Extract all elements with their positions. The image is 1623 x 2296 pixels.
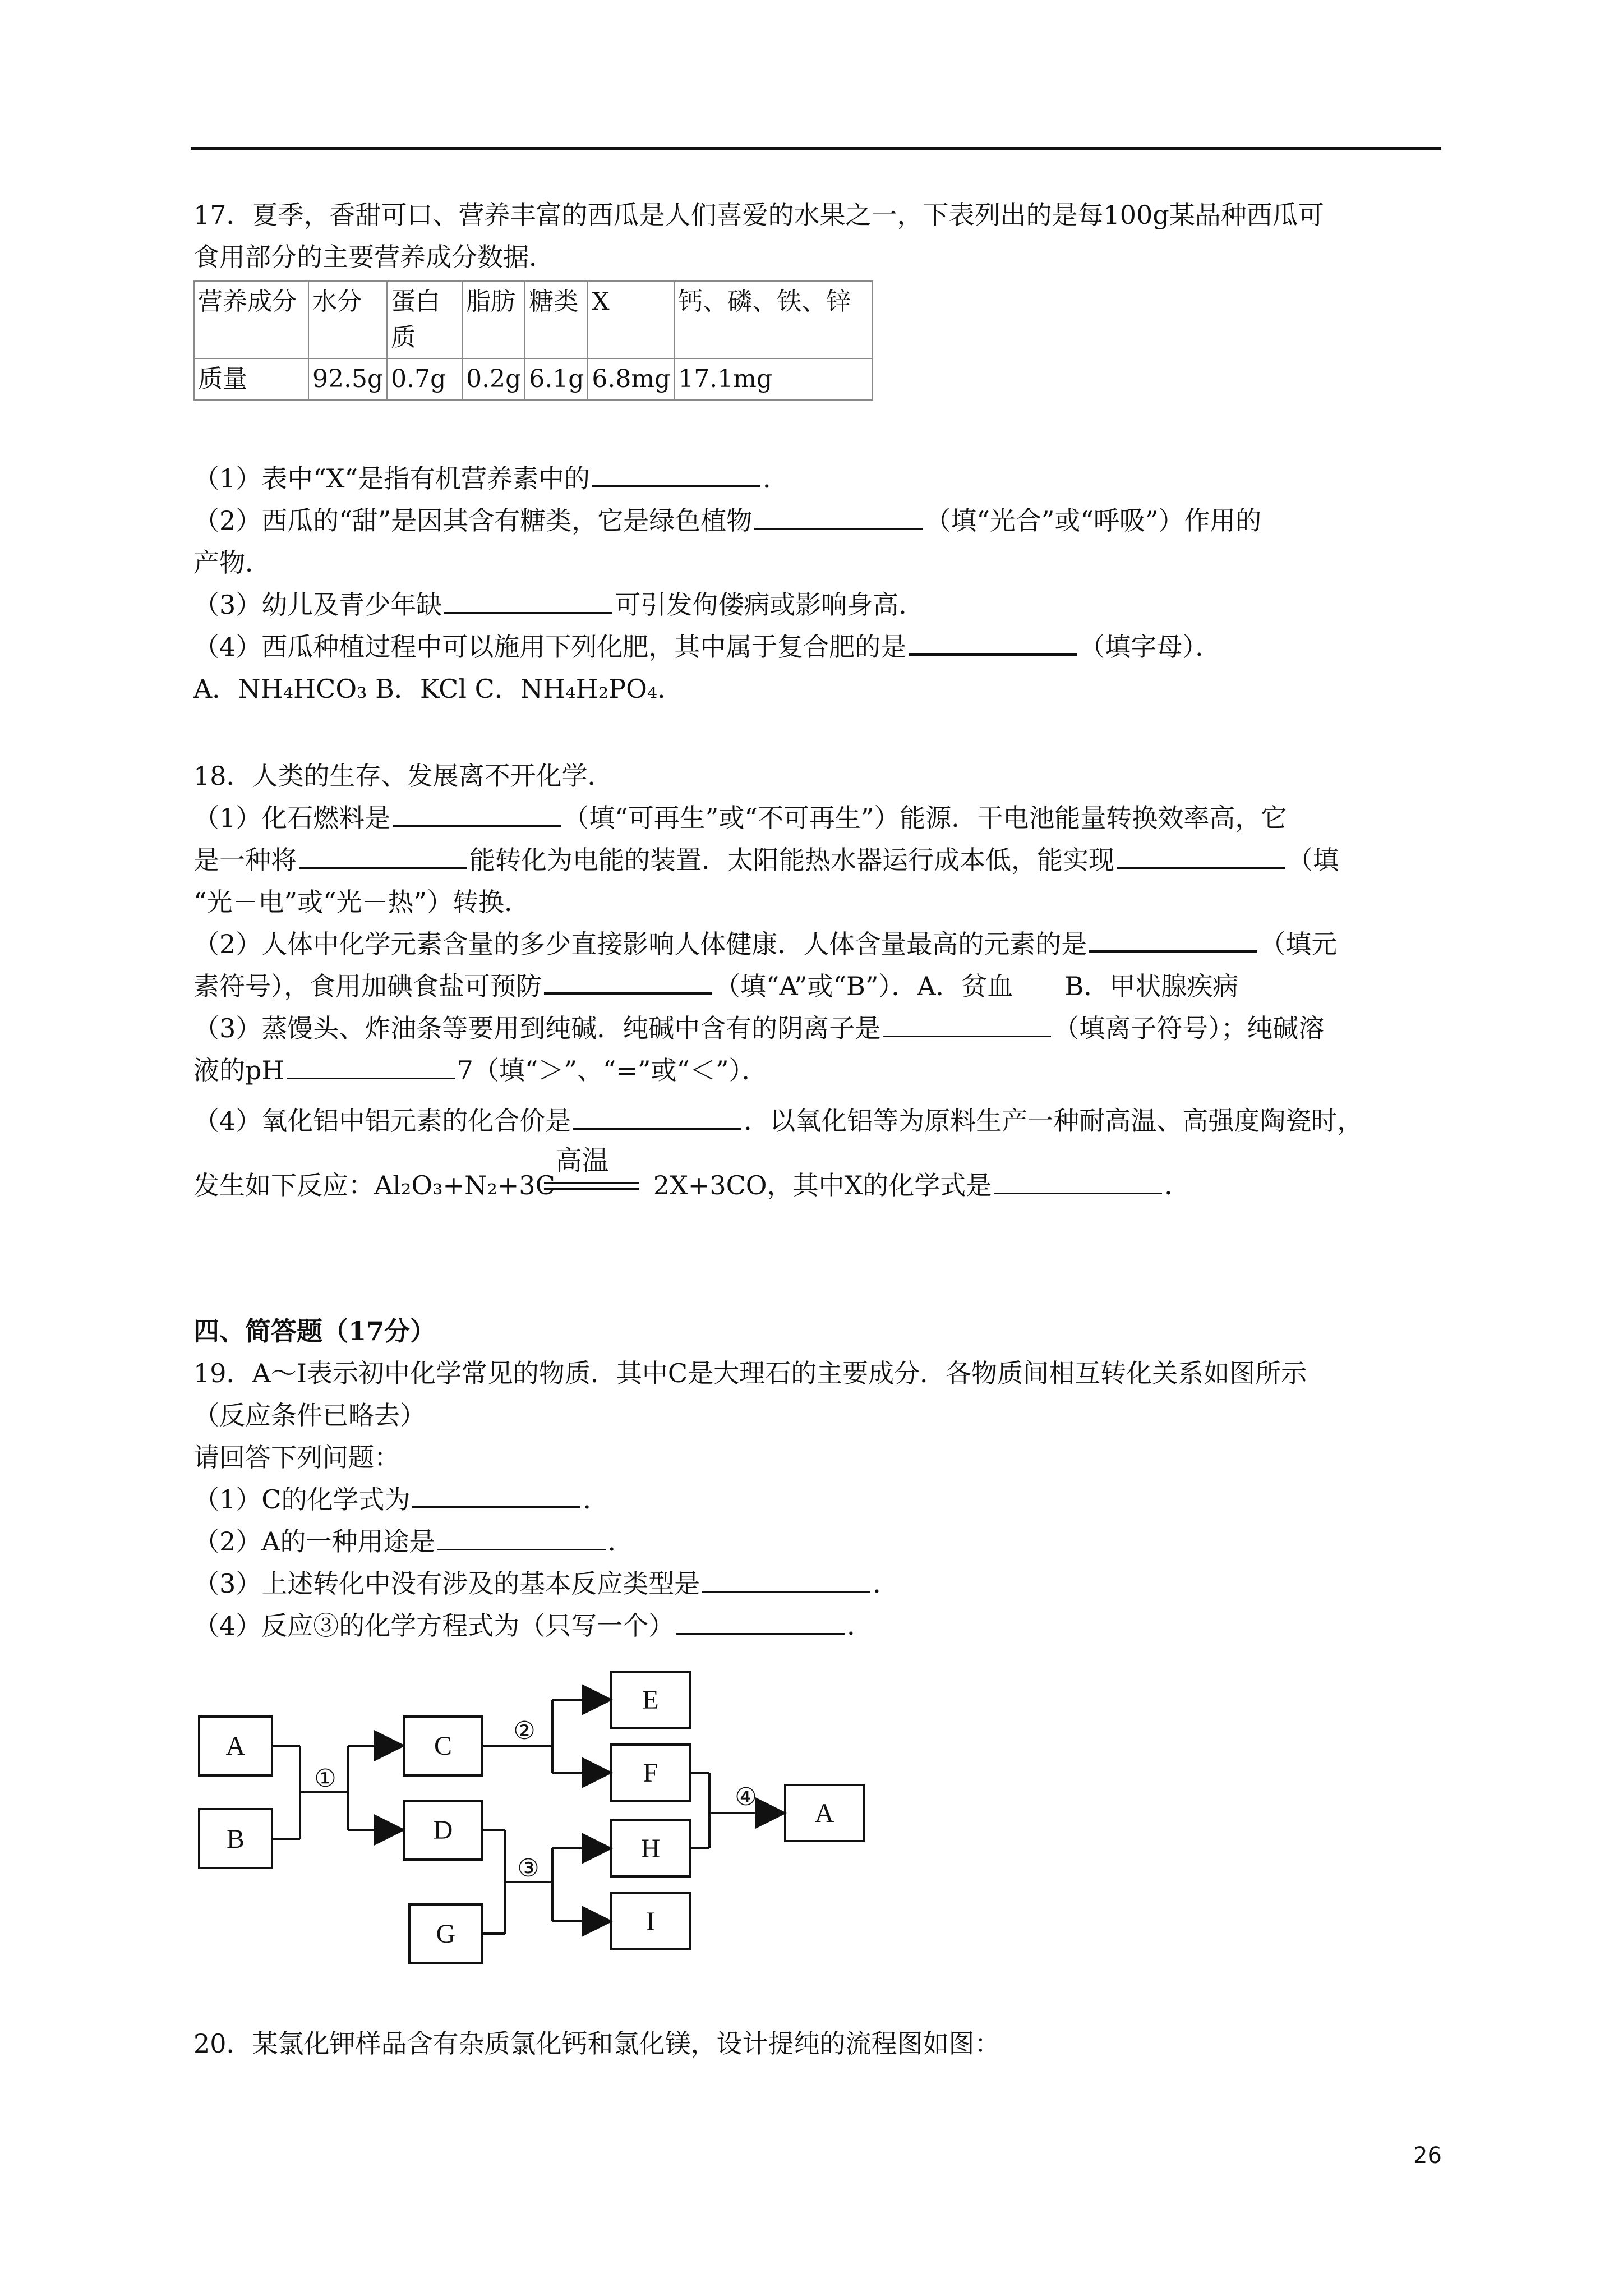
answer-blank[interactable] [437,1524,606,1550]
step-3-label: ③ [517,1855,540,1882]
question-text: （1）表中“X“是指有机营养素中的 [193,463,591,494]
table-cell: 营养成分 [194,281,308,358]
label-a-result: A [814,1798,834,1828]
answer-blank[interactable] [393,800,561,827]
answer-blank[interactable] [412,1481,580,1508]
q17-options: A．NH₄HCO₃ B．KCl C．NH₄H₂PO₄． [193,674,684,704]
question-text: （3）幼儿及青少年缺 [193,590,442,620]
table-cell: 17.1mg [674,358,873,400]
answer-blank[interactable] [994,1168,1162,1194]
q17-intro-line2: 食用部分的主要营养成分数据． [193,242,555,272]
q19-line3: 请回答下列问题： [193,1442,400,1473]
question-text: 2X+3CO，其中X的化学式是 [653,1170,992,1200]
label-b: B [226,1824,245,1854]
answer-blank[interactable] [1117,843,1285,869]
q19-part3 [193,1562,1444,1605]
label-d: D [433,1815,453,1845]
question-text: （4）反应③的化学方程式为（只写一个） [193,1611,675,1641]
question-text: （1）化石燃料是 [193,803,391,833]
question-text: （4）西瓜种植过程中可以施用下列化肥，其中属于复合肥的是 [193,632,907,662]
table-cell: 蛋白质 [387,281,462,358]
q18-part1 [193,797,1444,839]
question-text: （3）蒸馒头、炸油条等要用到纯碱．纯碱中含有的阴离子是 [193,1013,881,1043]
answer-blank[interactable] [592,460,760,487]
q20-line: 20．某氯化钾样品含有杂质氯化钙和氯化镁，设计提纯的流程图如图： [193,2028,1000,2059]
q19-part1 [193,1478,1444,1521]
table-row [194,358,873,400]
question-text: （填 [1287,845,1339,875]
answer-blank[interactable] [573,1103,741,1130]
table-cell: 0.2g [462,358,525,400]
q17-part2-cont: 产物． [193,547,271,578]
label-i: I [646,1907,655,1936]
q18-part4-equation [193,1164,1444,1207]
question-text: （1）C的化学式为 [193,1484,411,1515]
label-c: C [434,1731,453,1761]
page-number: 26 [1413,2143,1442,2169]
q17-part1 [193,457,1444,500]
step-4-label: ④ [735,1783,757,1811]
period: ． [607,1526,634,1557]
section-heading: 四、简答题（17分） [193,1316,436,1346]
q19-part4 [193,1604,1444,1647]
period: ． [763,463,789,494]
table-cell: 92.5g [308,358,387,400]
q19-line2: （反应条件已略去） [193,1400,426,1430]
question-text: （填“可再生”或“不可再生”）能源．干电池能量转换效率高，它 [563,803,1287,833]
q18-part3 [193,1007,1444,1050]
table-cell: 6.8mg [588,358,674,400]
table-row [194,281,873,358]
q18-part2 [193,923,1444,965]
q19-line1: 19．A～I表示初中化学常见的物质．其中C是大理石的主要成分．各物质间相互转化关系如图所示 [193,1358,1307,1388]
q17-intro-line1: 17．夏季，香甜可口、营养丰富的西瓜是人们喜爱的水果之一，下表列出的是每100g某品种西瓜可 [193,200,1324,230]
question-text: （2）人体中化学元素含量的多少直接影响人体健康．人体含量最高的元素的是 [193,929,1087,959]
table-cell: 水分 [308,281,387,358]
label-f: F [643,1758,658,1788]
q17-part2 [193,499,1444,542]
answer-blank[interactable] [1089,926,1257,953]
answer-blank[interactable] [299,843,467,869]
q18-part1-cont2: “光－电”或“光－热”）转换． [193,887,531,917]
table-cell: 糖类 [525,281,588,358]
answer-blank[interactable] [444,587,612,614]
table-cell: 0.7g [387,358,462,400]
question-text: （2）A的一种用途是 [193,1526,435,1557]
header-rule [191,147,1441,150]
q18-part1-cont [193,839,1444,881]
question-text: 是一种将 [193,845,297,875]
table-cell: 6.1g [525,358,588,400]
answer-blank[interactable] [883,1011,1051,1037]
step-1-label: ① [314,1765,336,1792]
answer-blank[interactable] [676,1608,845,1635]
question-text: 发生如下反应：Al₂O₃+N₂+3C [193,1170,555,1200]
question-text: 7（填“＞”、“=”或“＜”）． [457,1055,768,1085]
label-h: H [640,1834,661,1864]
question-text: 可引发佝偻病或影响身高． [615,590,925,620]
reaction-flow-diagram [193,1660,883,1980]
q18-part4 [193,1099,1444,1142]
q19-part2 [193,1520,1444,1563]
q17-part4 [193,625,1444,668]
period: ． [583,1484,609,1515]
reaction-condition-label: 高温 [555,1145,610,1176]
question-text: （填字母）． [1079,632,1221,662]
question-text: （填离子符号）；纯碱溶 [1053,1013,1325,1043]
table-cell: 钙、磷、铁、锌 [674,281,873,358]
question-text: 素符号），食用加碘食盐可预防 [193,971,542,1001]
step-2-label: ② [513,1717,536,1745]
question-text: （填元 [1260,929,1338,959]
period: ． [1164,1170,1191,1200]
question-text: （填“光合”或“呼吸”）作用的 [925,505,1262,536]
table-cell: 质量 [194,358,308,400]
period: ． [873,1568,899,1599]
label-a: A [225,1731,246,1761]
answer-blank[interactable] [544,968,712,995]
question-text: （4）氧化铝中铝元素的化合价是 [193,1106,571,1136]
q18-intro: 18．人类的生存、发展离不开化学． [193,761,614,791]
question-text: （3）上述转化中没有涉及的基本反应类型是 [193,1568,700,1599]
answer-blank[interactable] [909,628,1077,656]
table-cell: 脂肪 [462,281,525,358]
q17-part3 [193,583,1444,626]
label-e: E [642,1685,659,1715]
table-cell: X [588,281,674,358]
question-text: 能转化为电能的装置．太阳能热水器运行成本低，能实现 [469,845,1114,875]
nutrition-table [193,280,873,401]
question-text: ．以氧化铝等为原料生产一种耐高温、高强度陶瓷时， [744,1106,1363,1136]
answer-blank[interactable] [287,1053,455,1079]
answer-blank[interactable] [754,503,923,530]
label-g: G [436,1919,456,1949]
q18-part3-cont [193,1049,1444,1092]
question-text: 液的pH [193,1055,284,1085]
q18-part2-cont [193,965,1444,1007]
question-text: （2）西瓜的“甜”是因其含有糖类，它是绿色植物 [193,505,753,536]
period: ． [847,1611,873,1641]
answer-blank[interactable] [702,1566,870,1593]
question-text: （填“A”或“B”）．A．贫血 B．甲状腺疾病 [714,971,1239,1001]
